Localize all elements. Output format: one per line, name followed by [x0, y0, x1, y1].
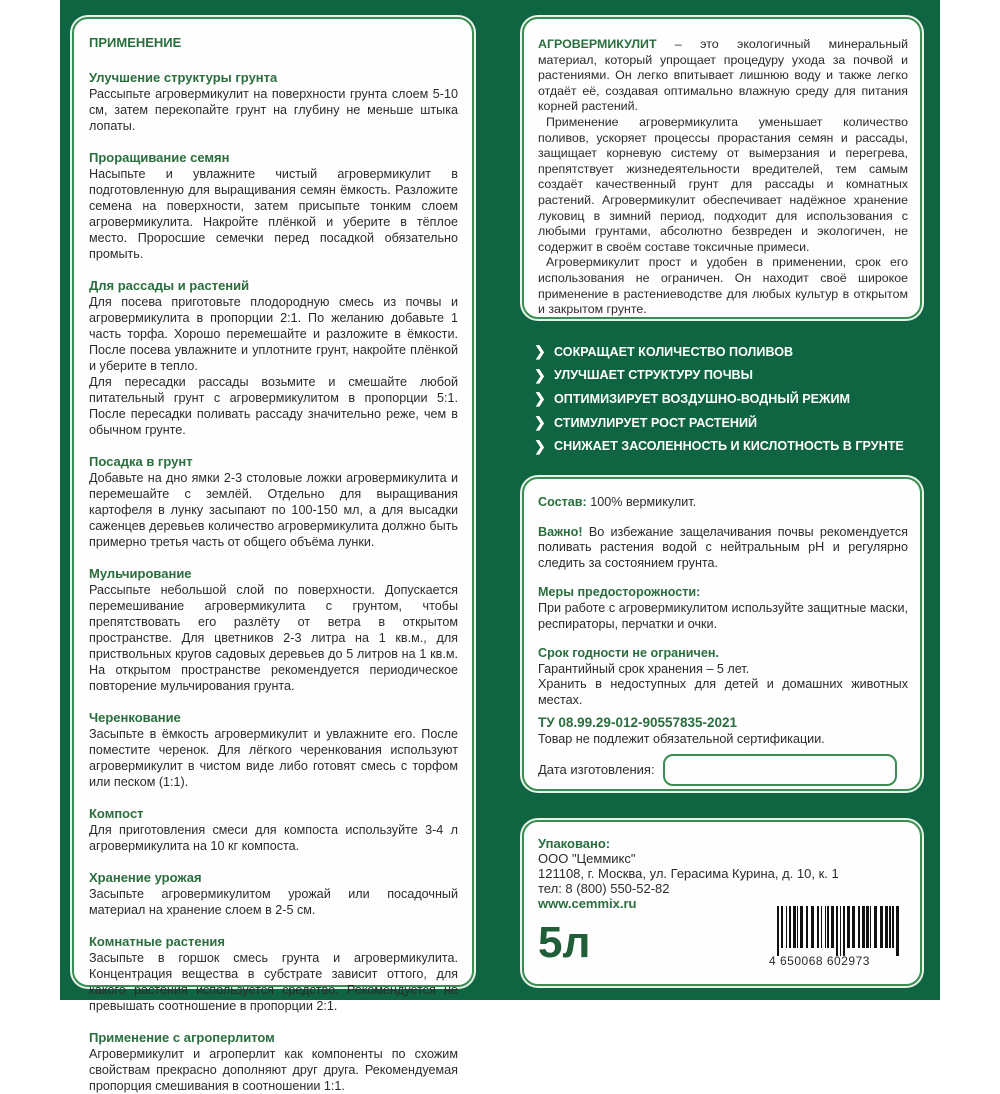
- usage-section: [89, 806, 458, 854]
- usage-section: [89, 1030, 458, 1094]
- benefit-item: [530, 340, 930, 364]
- usage-section: [89, 150, 458, 262]
- manufacture-date-row: [538, 754, 908, 786]
- usage-section-text: Засыпьте в горшок смесь грунта и агровермикулита. Концентрация вещества в субстрате зависит оттого, для какого растения используется средство. Рекомендуется не превышать соотношение в пропорции 2:1.: [89, 951, 458, 1013]
- usage-section: [89, 454, 458, 550]
- barcode-bar: [896, 906, 899, 956]
- usage-section-title: Компост: [89, 806, 144, 821]
- barcode-bar: [789, 906, 791, 948]
- benefit-item: [530, 364, 930, 388]
- barcode-bar: [874, 906, 877, 948]
- barcode-bar: [843, 906, 845, 956]
- benefit-item: [530, 387, 930, 411]
- chevron-right-icon: ❯: [534, 390, 546, 407]
- barcode-bar: [847, 906, 850, 948]
- barcode-bar: [777, 906, 779, 956]
- packer-title: Упаковано:: [538, 836, 611, 851]
- usage-section-title: Применение с агроперлитом: [89, 1030, 275, 1045]
- benefit-text: ОПТИМИЗИРУЕТ ВОЗДУШНО-ВОДНЫЙ РЕЖИМ: [554, 391, 850, 406]
- barcode-bar: [781, 906, 783, 948]
- usage-section: [89, 70, 458, 134]
- certification-note: Товар не подлежит обязательной сертификации.: [538, 731, 825, 746]
- packer-website: www.cemmix.ru: [538, 896, 637, 911]
- usage-section-text: Рассыпьте небольшой слой по поверхности. Допускается перемешивание агровермикулита с грунтом, чтобы препятствовать его разлёту от ветра в открытом пространстве. Для цветников 2-3 литра на 1 кв.м., для приствольных кругов садовых деревьев до 5 литров на 1 кв.м. На открытом пространстве рекомендуется периодическое повторение мульчирования грунта.: [89, 583, 458, 693]
- barcode-bar: [866, 906, 869, 948]
- chevron-right-icon: ❯: [534, 437, 546, 454]
- barcode-bar: [821, 906, 822, 948]
- barcode-bar: [889, 906, 891, 948]
- shelf-life: Срок годности не ограничен. Гарантийный срок хранения – 5 лет. Хранить в недоступных для детей и домашних животных местах.: [538, 646, 908, 707]
- barcode-bar: [892, 906, 894, 948]
- usage-section: [89, 934, 458, 1014]
- barcode-bar: [852, 906, 855, 948]
- about-paragraph-1: АГРОВЕРМИКУЛИТ – это экологичный минеральный материал, который упрощает процедуру ухода за почвой и растениями. Он легко впитывает лишнюю воду и также легко отдаёт её, создавая оптимально влажную среду для питания корней растений.: [538, 37, 908, 114]
- benefit-text: УЛУЧШАЕТ СТРУКТУРУ ПОЧВЫ: [554, 368, 753, 383]
- brand-name: АГРОВЕРМИКУЛИТ: [538, 37, 657, 51]
- usage-section-title: Хранение урожая: [89, 870, 202, 885]
- important-note: Важно! Во избежание защелачивания почвы рекомендуется поливать растения водой с нейтральным pH и регулярно следить за состоянием грунта.: [538, 524, 908, 570]
- barcode-bar: [825, 906, 826, 948]
- info-panel: [522, 477, 922, 791]
- benefit-text: СТИМУЛИРУЕТ РОСТ РАСТЕНИЙ: [554, 415, 758, 430]
- usage-section-text: Рассыпьте агровермикулит на поверхности грунта слоем 5-10 см, затем перекопайте грунт на глубину не меньше штыка лопаты.: [89, 87, 458, 133]
- usage-section-text: Засыпьте агровермикулитом урожай или посадочный материал на хранение слоем в 2-5 см.: [89, 887, 458, 917]
- precautions: Меры предосторожности: При работе с агровермикулитом используйте защитные маски, респираторы, перчатки и очки.: [538, 585, 908, 631]
- barcode-bar: [862, 906, 865, 948]
- packer-company: ООО "Цеммикс": [538, 851, 636, 866]
- usage-section-title: Улучшение структуры грунта: [89, 70, 278, 85]
- barcode-bar: [836, 906, 838, 956]
- volume-label: 5л: [538, 918, 591, 967]
- barcode-bar: [811, 906, 814, 948]
- chevron-right-icon: ❯: [534, 343, 546, 360]
- packer-phone: тел: 8 (800) 550-52-82: [538, 881, 670, 896]
- benefits-list: [530, 340, 930, 458]
- usage-section: [89, 870, 458, 918]
- barcode-bar: [786, 906, 787, 948]
- usage-section-title: Комнатные растения: [89, 934, 225, 949]
- usage-panel: [72, 17, 474, 1093]
- usage-section: [89, 710, 458, 790]
- usage-section-title: Посадка в грунт: [89, 454, 193, 469]
- about-paragraph-2: Применение агровермикулита уменьшает количество поливов, ускоряет процессы прорастания семян и рассады, защищает корневую систему от вымерзания и перегрева, препятствует жизнедеятельности вредителей, тем самым создаёт качественный грунт для рассады и комнатных растений. Агровермикулит обеспечивает надёжное хранение луковиц в зимний период, подходит для использования с любыми грунтами, абсолютно безвреден и экологичен, не содержит в своём составе токсичные примеси.: [538, 114, 908, 254]
- barcode-bar: [885, 906, 888, 948]
- about-panel: [522, 17, 922, 319]
- about-paragraph-3: Агровермикулит прост и удобен в применении, срок его использования не ограничен. Он находит своё широкое применение в растениеводстве для любых культур в открытом и закрытом грунте.: [538, 255, 908, 317]
- usage-section: [89, 278, 458, 438]
- usage-section-title: Черенкование: [89, 710, 181, 725]
- manufacture-date-label: Дата изготовления:: [538, 762, 655, 778]
- usage-section-text: Добавьте на дно ямки 2-3 столовые ложки агровермикулита и перемешайте с землёй. Отдельно для выращивания картофеля в лунку засыпают по 100-150 мл, а для высадки саженцев деревьев количество агровермикулита должно быть примерно третья часть от общего объёма лунки.: [89, 471, 458, 549]
- usage-section-title: Для рассады и растений: [89, 278, 250, 293]
- tech-spec-number: ТУ 08.99.29-012-90557835-2021: [538, 714, 738, 730]
- usage-section-text: Засыпьте в ёмкость агровермикулит и увлажните его. После поместите черенок. Для лёгкого черенкования используют агровермикулит в чистом виде либо готовят смесь с торфом или песком (1:1).: [89, 727, 458, 789]
- packer-address: 121108, г. Москва, ул. Герасима Курина, д. 10, к. 1: [538, 866, 839, 881]
- benefit-item: [530, 434, 930, 458]
- chevron-right-icon: ❯: [534, 414, 546, 431]
- usage-section: [89, 566, 458, 694]
- barcode-bar: [806, 906, 808, 948]
- benefit-text: СОКРАЩАЕТ КОЛИЧЕСТВО ПОЛИВОВ: [554, 344, 794, 359]
- usage-section-text: Для посева приготовьте плодородную смесь из почвы и агровермикулита в пропорции 2:1. По желанию добавьте 1 часть торфа. Хорошо перемешайте и разложите в ёмкости. После посева увлажните и уплотните грунт, накройте плёнкой и уберите в тепло.: [89, 295, 458, 373]
- barcode-bar: [870, 906, 871, 948]
- barcode-bar: [827, 906, 829, 948]
- usage-section-title: Мульчирование: [89, 566, 192, 581]
- barcode-bar: [858, 906, 860, 948]
- barcode-bar: [840, 906, 841, 956]
- barcode-bar: [831, 906, 834, 948]
- barcode-bar: [797, 906, 798, 948]
- barcode-bars: [777, 906, 901, 956]
- usage-section-title: Проращивание семян: [89, 150, 230, 165]
- barcode-bar: [793, 906, 796, 948]
- barcode-bar: [800, 906, 803, 948]
- barcode-bar: [817, 906, 819, 948]
- benefit-item: [530, 411, 930, 435]
- usage-section-text: Для пересадки рассады возьмите и смешайте любой питательный грунт с агровермикулитом в пропорции 5:1. После пересадки поливать рассаду значительно реже, чем в обычном грунте.: [89, 375, 458, 437]
- barcode: [769, 906, 905, 970]
- manufacture-date-field: [663, 754, 897, 786]
- usage-section-text: Агровермикулит и агроперлит как компоненты по схожим свойствам прекрасно дополняют друг друга. Рекомендуемая пропорция смешивания в соотношении 1:1.: [89, 1047, 458, 1093]
- packer-panel: [522, 820, 922, 986]
- chevron-right-icon: ❯: [534, 366, 546, 383]
- usage-section-text: Насыпьте и увлажните чистый агровермикулит в подготовленную для выращивания семян ёмкость. Разложите семена на поверхности, затем присыпьте тонким слоем агровермикулита. Накройте плёнкой и уберите в тёплое место. Проросшие семечки перед посадкой обязательно промыть.: [89, 167, 458, 261]
- composition: Состав: 100% вермикулит.: [538, 495, 697, 509]
- usage-section-text: Для приготовления смеси для компоста используйте 3-4 л агровермикулита на 10 кг компоста.: [89, 823, 458, 853]
- benefit-text: СНИЖАЕТ ЗАСОЛЕННОСТЬ И КИСЛОТНОСТЬ В ГРУНТЕ: [554, 439, 904, 454]
- barcode-bar: [880, 906, 883, 948]
- barcode-number: 4 650068 602973: [769, 954, 870, 968]
- usage-title: ПРИМЕНЕНИЕ: [89, 35, 182, 50]
